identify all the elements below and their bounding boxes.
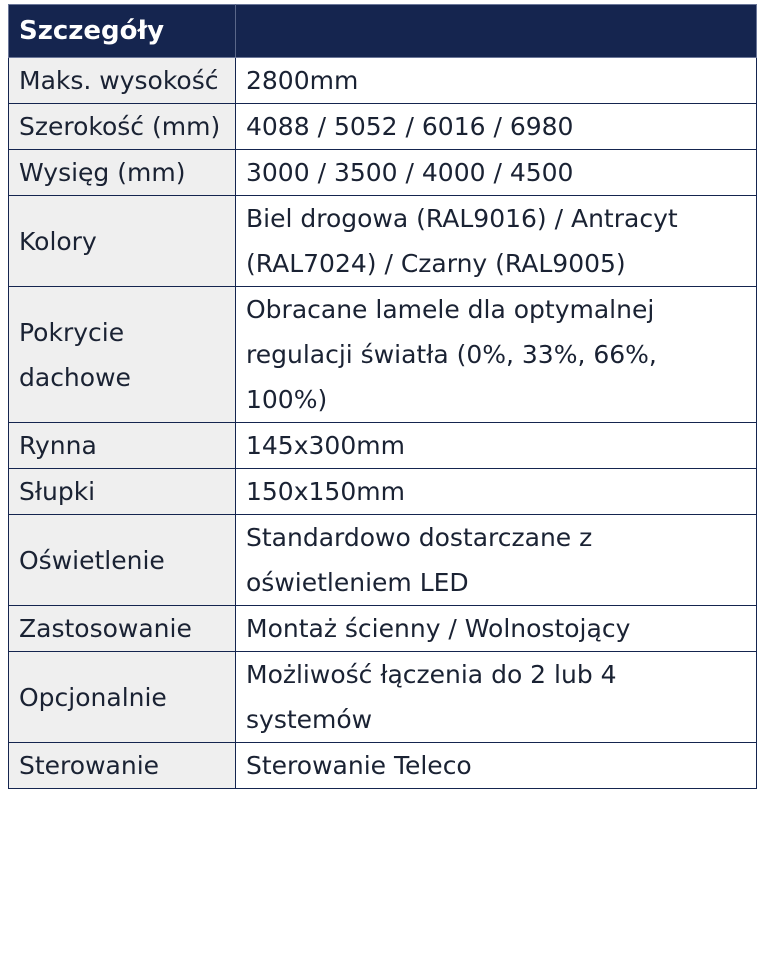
header-row	[9, 5, 757, 58]
row-value: 4088 / 5052 / 6016 / 6980	[236, 104, 757, 150]
table-row	[9, 606, 757, 652]
row-label: Słupki	[9, 469, 236, 515]
row-label: Wysięg (mm)	[9, 150, 236, 196]
table-row	[9, 287, 757, 423]
table-body	[9, 58, 757, 789]
row-value: 145x300mm	[236, 423, 757, 469]
row-value: 150x150mm	[236, 469, 757, 515]
specifications-table	[8, 4, 757, 789]
row-value: Standardowo dostarczane z oświetleniem LED	[236, 515, 757, 606]
table-row	[9, 423, 757, 469]
row-value: Obracane lamele dla optymalnej regulacji światła (0%, 33%, 66%, 100%)	[236, 287, 757, 423]
table-row	[9, 196, 757, 287]
row-value: Biel drogowa (RAL9016) / Antracyt (RAL7024) / Czarny (RAL9005)	[236, 196, 757, 287]
row-value: 3000 / 3500 / 4000 / 4500	[236, 150, 757, 196]
table-row	[9, 150, 757, 196]
table-row	[9, 743, 757, 789]
row-label: Kolory	[9, 196, 236, 287]
row-label: Oświetlenie	[9, 515, 236, 606]
row-label: Zastosowanie	[9, 606, 236, 652]
table-row	[9, 515, 757, 606]
header-empty	[236, 5, 757, 58]
row-value: Montaż ścienny / Wolnostojący	[236, 606, 757, 652]
row-label: Szerokość (mm)	[9, 104, 236, 150]
table-row	[9, 652, 757, 743]
table-row	[9, 469, 757, 515]
header-title: Szczegóły	[9, 5, 236, 58]
row-label: Pokrycie dachowe	[9, 287, 236, 423]
row-label: Sterowanie	[9, 743, 236, 789]
row-value: Możliwość łączenia do 2 lub 4 systemów	[236, 652, 757, 743]
row-label: Rynna	[9, 423, 236, 469]
table-row	[9, 104, 757, 150]
row-value: 2800mm	[236, 58, 757, 104]
table-row	[9, 58, 757, 104]
row-value: Sterowanie Teleco	[236, 743, 757, 789]
row-label: Opcjonalnie	[9, 652, 236, 743]
row-label: Maks. wysokość	[9, 58, 236, 104]
table-header	[9, 5, 757, 58]
